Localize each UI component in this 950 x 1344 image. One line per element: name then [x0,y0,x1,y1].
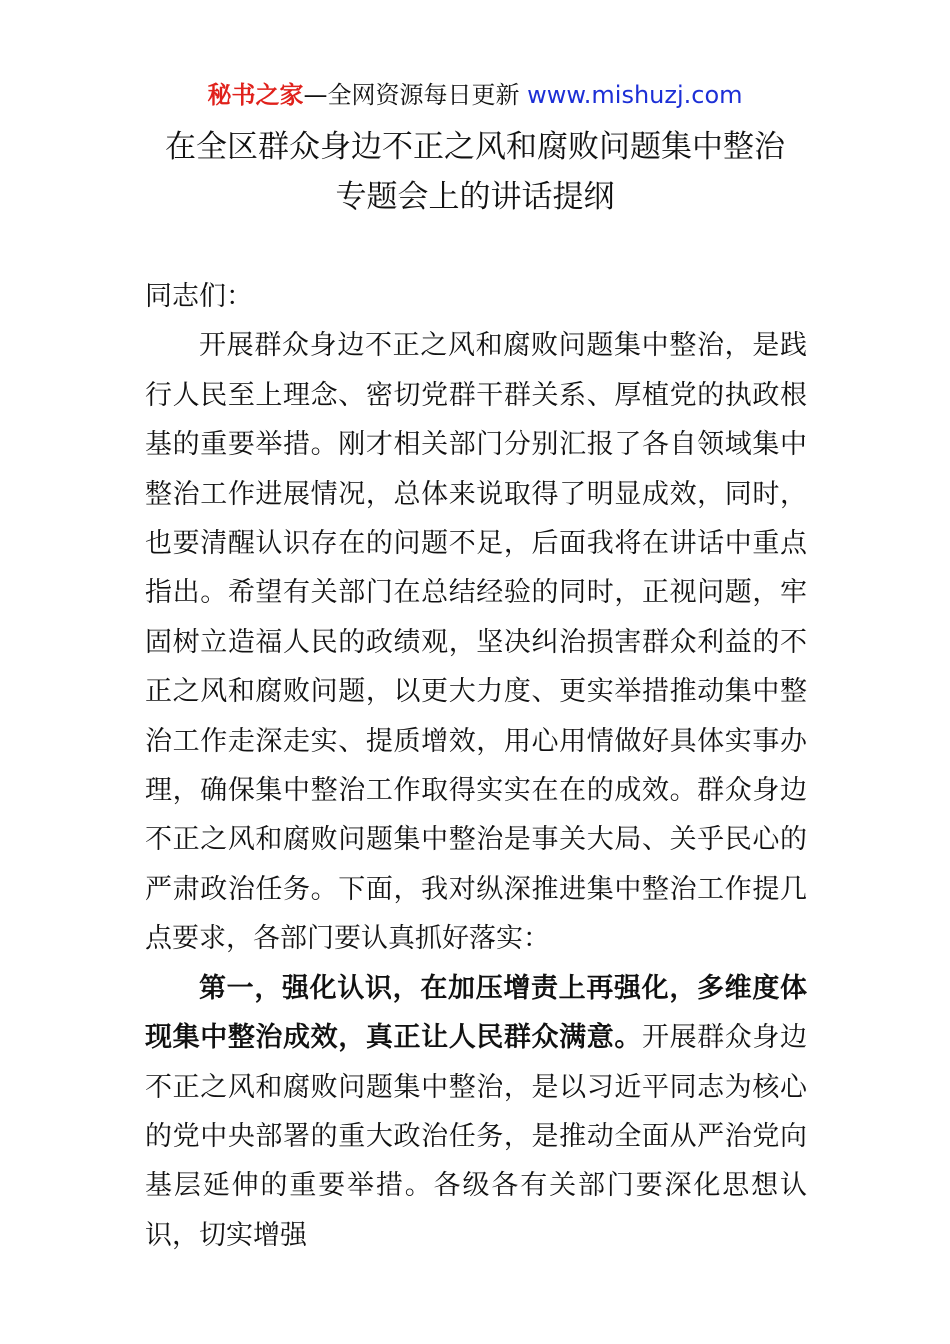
point-one-heading: 第一，强化认识，在加压增责上再强化，多维度体现集中整治成效，真正让人民群众满意。 [145,972,807,1054]
paragraph-intro: 开展群众身边不正之风和腐败问题集中整治，是践行人民至上理念、密切党群干群关系、厚植党的执政根基的重要举措。刚才相关部门分别汇报了各自领域集中整治工作进展情况，总体来说取得了明显成效，同时，也要清醒认识存在的问题不足，后面我将在讲话中重点指出。希望有关部门在总结经验的同时，正视问题，牢固树立造福人民的政绩观，坚决纠治损害群众利益的不正之风和腐败问题，以更大力度、更实举措推动集中整治工作走深走实、提质增效，用心用情做好具体实事办理，确保集中整治工作取得实实在在的成效。群众身边不正之风和腐败问题集中整治是事关大局、关乎民心的严肃政治任务。下面，我对纵深推进集中整治工作提几点要求，各部门要认真抓好落实： [145,330,807,955]
brand-name: 秘书之家 [207,81,304,109]
greeting: 同志们： [145,281,253,312]
title-line-1: 在全区群众身边不正之风和腐败问题集中整治 [165,129,785,165]
site-url[interactable]: www.mishuzj.com [527,81,743,109]
title-line-2: 专题会上的讲话提纲 [335,179,615,215]
paragraph-point-one [145,964,807,1260]
document-title [0,122,950,222]
banner-tagline: —全网资源每日更新 [303,81,528,109]
site-banner [0,78,950,112]
document-body [145,272,807,1260]
point-one-body: 开展群众身边不正之风和腐败问题集中整治，是以习近平同志为核心的党中央部署的重大政治任务，是推动全面从严治党向基层延伸的重要举措。各级各有关部门要深化思想认识，切实增强 [145,1022,808,1251]
